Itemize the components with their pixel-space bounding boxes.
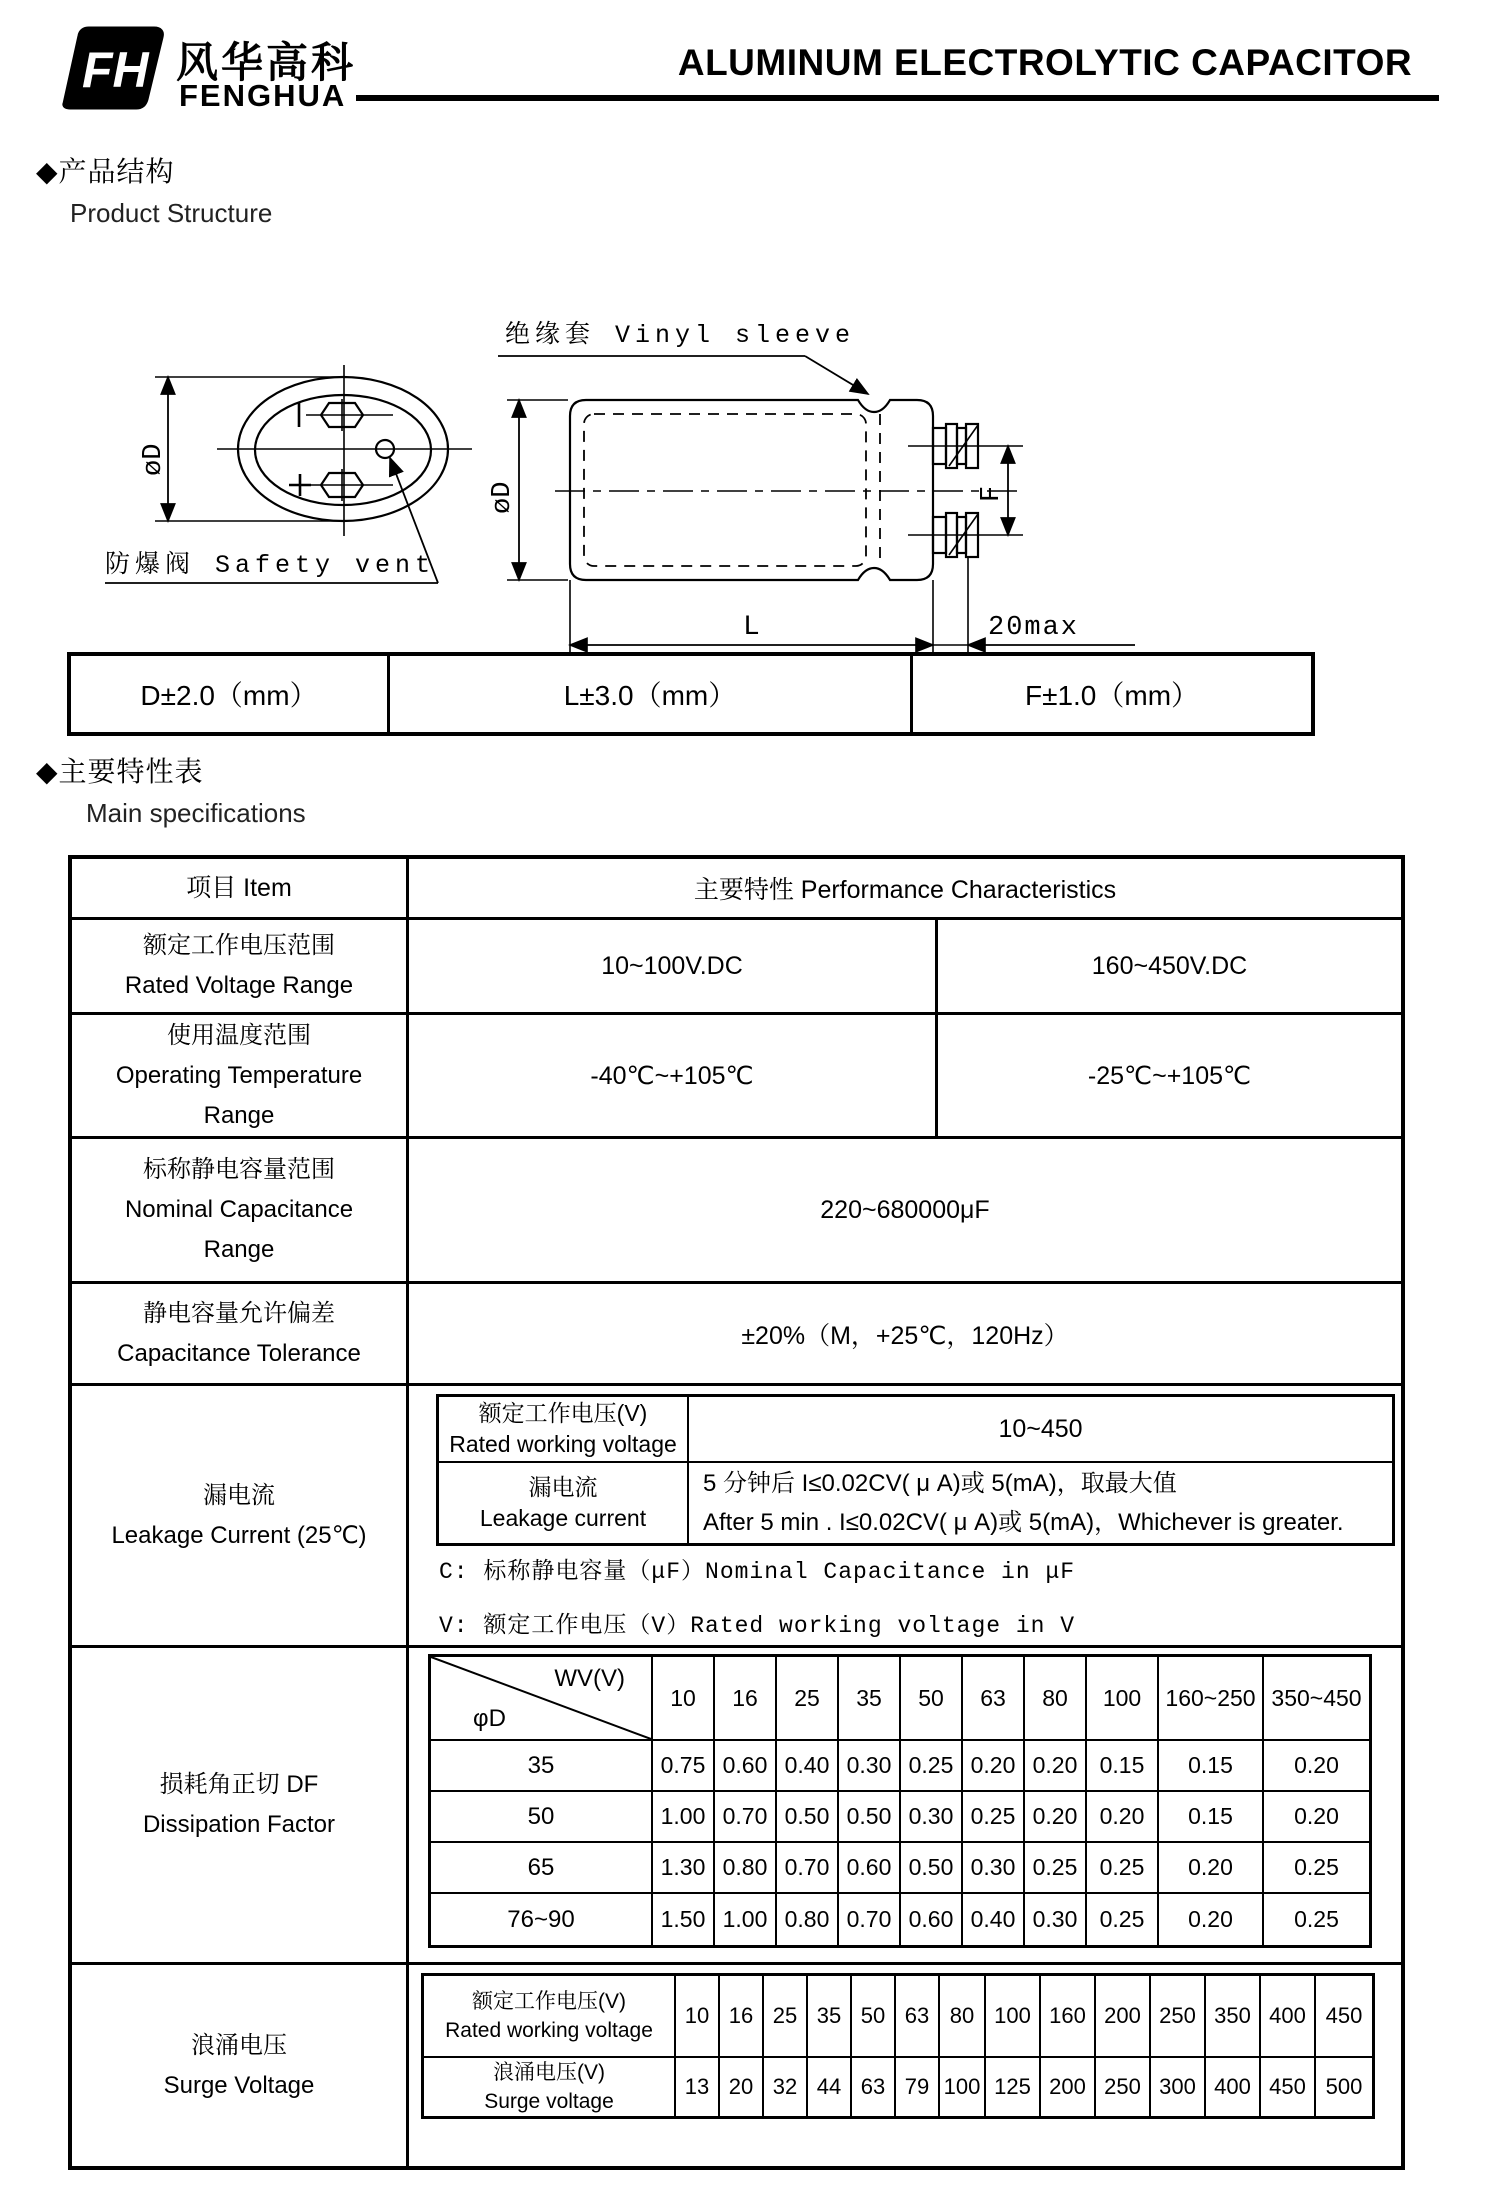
df-values (653, 1741, 1369, 1790)
df-value: 1.00 (653, 1792, 715, 1841)
df-value: 0.20 (1025, 1741, 1087, 1790)
df-value: 0.75 (653, 1741, 715, 1790)
section-product-structure-cn: ◆产品结构 (36, 156, 175, 187)
surge-rated-value: 16 (720, 1976, 764, 2056)
brand-name-en: FENGHUA (179, 78, 347, 113)
df-data-row (431, 1792, 1369, 1843)
row-label (72, 1386, 409, 1645)
table-row-header (72, 859, 1401, 920)
label-en: Range (203, 1236, 275, 1263)
df-value: 0.20 (1087, 1792, 1159, 1841)
label-en: Leakage current (479, 1505, 647, 1531)
df-data-row (431, 1843, 1369, 1894)
df-value: 0.25 (1087, 1894, 1159, 1945)
df-value: 0.80 (715, 1843, 777, 1892)
df-value: 0.25 (1025, 1843, 1087, 1892)
leakage-note-c: C: 标称静电容量（μF）Nominal Capacitance in μF (439, 1559, 1076, 1585)
section-product-structure-en: Product Structure (70, 198, 273, 228)
row-label (72, 1015, 409, 1136)
df-col-header: 25 (777, 1657, 839, 1739)
surge-rated-value: 25 (764, 1976, 808, 2056)
df-value: 0.20 (1025, 1792, 1087, 1841)
rated-voltage-high: 160~450V.DC (1091, 951, 1248, 980)
diameter-label-top-view: øD (139, 443, 169, 476)
surge-voltage-value: 13 (676, 2058, 720, 2116)
surge-voltage-value: 400 (1206, 2058, 1261, 2116)
diameter-label-side-view: øD (488, 481, 518, 514)
surge-rated-values (676, 1976, 1372, 2056)
df-value: 0.20 (1294, 1803, 1339, 1829)
surge-rated-value: 35 (808, 1976, 852, 2056)
main-spec-table (68, 855, 1405, 2170)
df-corner-wv: WV(V) (554, 1665, 625, 1692)
df-value: 0.30 (901, 1792, 963, 1841)
section-main-spec-en: Main specifications (86, 798, 306, 828)
df-values (653, 1792, 1369, 1841)
col-header-characteristics: 主要特性 Performance Characteristics (693, 876, 1117, 904)
df-data-row (431, 1894, 1369, 1945)
row-label (72, 1284, 409, 1383)
length-label: L (743, 612, 760, 643)
surge-voltage-values (676, 2058, 1372, 2116)
df-values (653, 1894, 1369, 1945)
label-cn: 使用温度范围 (167, 1021, 311, 1049)
df-header-row (431, 1657, 1369, 1741)
df-row-label: 35 (431, 1741, 653, 1790)
row-label (72, 1965, 409, 2166)
brand-name-cn: 风华高科 (176, 39, 357, 86)
df-value: 0.20 (1159, 1843, 1264, 1892)
label-en: Dissipation Factor (142, 1811, 336, 1838)
table-row-leakage-current (72, 1386, 1401, 1648)
table-row-surge-voltage (72, 1965, 1401, 2166)
df-value: 0.50 (839, 1792, 901, 1841)
label-en: Leakage Current (25℃) (111, 1521, 367, 1549)
df-value: 0.40 (963, 1894, 1025, 1945)
df-col-header: 100 (1087, 1657, 1159, 1739)
df-value: 1.50 (653, 1894, 715, 1945)
row-label (72, 1139, 409, 1281)
leakage-current-row (439, 1463, 1392, 1543)
dimension-tolerance-table (67, 652, 1315, 736)
label-en: Surge Voltage (163, 2071, 315, 2099)
df-value: 0.15 (1159, 1792, 1264, 1841)
leakage-formula (689, 1463, 1392, 1543)
label-cn: 浪涌电压 (191, 2031, 287, 2059)
df-data-row (431, 1741, 1369, 1792)
df-value: 1.30 (653, 1843, 715, 1892)
df-value: 0.15 (1087, 1741, 1159, 1790)
df-col-headers (653, 1657, 1369, 1739)
leakage-note-v: V: 额定工作电压（V）Rated working voltage in V (439, 1613, 1076, 1639)
page-title: ALUMINUM ELECTROLYTIC CAPACITOR (677, 42, 1413, 83)
surge-rated-value: 250 (1151, 1976, 1206, 2056)
label-en: Range (203, 1101, 275, 1129)
vinyl-sleeve-label: 绝缘套 Vinyl sleeve (505, 321, 856, 350)
surge-voltage-value: 125 (986, 2058, 1041, 2116)
surge-rated-value: 450 (1325, 2003, 1363, 2028)
label-cn: 漏电流 (528, 1474, 598, 1500)
leakage-sub-table (436, 1394, 1395, 1546)
df-value: 0.70 (777, 1843, 839, 1892)
df-diagonal-corner-cell (431, 1657, 653, 1739)
leakage-wv-value: 10~450 (998, 1414, 1083, 1443)
surge-rated-value: 200 (1096, 1976, 1151, 2056)
safety-vent-label: 防爆阀 Safety vent (105, 551, 436, 580)
surge-rated-value: 10 (676, 1976, 720, 2056)
table-row-nominal-capacitance (72, 1139, 1401, 1284)
df-row-label: 76~90 (431, 1894, 653, 1945)
surge-rated-value: 100 (986, 1976, 1041, 2056)
surge-rated-value: 350 (1206, 1976, 1261, 2056)
surge-rated-value: 400 (1261, 1976, 1316, 2056)
surge-voltage-value: 79 (896, 2058, 940, 2116)
formula-en: After 5 min . I≤0.02CV( μ A)或 5(mA)，Whichever is greater. (703, 1509, 1344, 1536)
label-cn: 额定工作电压范围 (143, 932, 335, 959)
surge-voltage-sub-table (421, 1973, 1375, 2119)
df-values (653, 1843, 1369, 1892)
df-col-header: 35 (839, 1657, 901, 1739)
surge-rated-value: 80 (940, 1976, 986, 2056)
surge-voltage-value: 20 (720, 2058, 764, 2116)
surge-voltage-value: 450 (1261, 2058, 1316, 2116)
capacitance-tolerance-value: ±20%（M，+25℃，120Hz） (741, 1321, 1069, 1350)
df-value: 0.25 (1294, 1906, 1339, 1932)
surge-voltage-value: 100 (940, 2058, 986, 2116)
table-row-rated-voltage (72, 920, 1401, 1015)
label-cn: 标称静电容量范围 (143, 1156, 335, 1183)
surge-rated-value: 50 (852, 1976, 896, 2056)
df-value: 0.25 (963, 1792, 1025, 1841)
section-main-spec-cn: ◆主要特性表 (36, 756, 204, 787)
df-row-label: 65 (431, 1843, 653, 1892)
df-value: 0.20 (1159, 1894, 1264, 1945)
df-value: 0.30 (839, 1741, 901, 1790)
formula-cn: 5 分钟后 I≤0.02CV( μ A)或 5(mA)，取最大值 (703, 1470, 1177, 1497)
nominal-capacitance-value: 220~680000μF (820, 1195, 990, 1224)
label-cn: 额定工作电压(V) (478, 1400, 648, 1426)
sub-row-label (439, 1463, 689, 1543)
df-col-header: 160~250 (1159, 1657, 1264, 1739)
terminal-max-label: 20max (988, 613, 1080, 643)
df-value: 0.80 (777, 1894, 839, 1945)
header-rule (356, 95, 1439, 101)
col-header-item: 项目 Item (72, 859, 409, 917)
df-row-label: 50 (431, 1792, 653, 1841)
vinyl-sleeve-dashed (584, 414, 866, 566)
row-label (72, 1648, 409, 1962)
label-cn: 漏电流 (203, 1481, 275, 1509)
lead-spacing-label: F (977, 485, 1007, 502)
negative-terminal (299, 399, 393, 431)
df-value: 0.60 (901, 1894, 963, 1945)
surge-rated-value: 63 (896, 1976, 940, 2056)
df-col-header: 63 (963, 1657, 1025, 1739)
surge-value-row (424, 2058, 1372, 2116)
surge-voltage-value: 500 (1325, 2074, 1363, 2099)
sub-row-label (439, 1397, 689, 1461)
label-en: Nominal Capacitance (124, 1196, 354, 1223)
surge-rated-row (424, 1976, 1372, 2058)
tolerance-cell: L±3.0（mm） (390, 656, 913, 732)
df-value: 0.25 (901, 1741, 963, 1790)
df-value: 0.60 (839, 1843, 901, 1892)
surge-voltage-value: 250 (1096, 2058, 1151, 2116)
side-view (498, 356, 1135, 653)
label-en: Surge voltage (484, 2090, 614, 2113)
df-value: 1.00 (715, 1894, 777, 1945)
capacitor-body (570, 400, 933, 580)
df-col-header: 80 (1025, 1657, 1087, 1739)
surge-voltage-value: 44 (808, 2058, 852, 2116)
df-value: 0.40 (777, 1741, 839, 1790)
df-value: 0.70 (715, 1792, 777, 1841)
surge-voltage-value: 63 (852, 2058, 896, 2116)
leakage-wv-row (439, 1397, 1392, 1463)
operating-temp-low: -40℃~+105℃ (409, 1015, 938, 1136)
label-en: Rated working voltage (445, 2019, 653, 2042)
positive-terminal (289, 469, 393, 501)
surge-voltage-value: 32 (764, 2058, 808, 2116)
sub-row-label (424, 2058, 676, 2116)
df-corner-phid: φD (473, 1705, 506, 1732)
table-row-capacitance-tolerance (72, 1284, 1401, 1386)
df-col-header: 50 (901, 1657, 963, 1739)
df-value: 0.50 (777, 1792, 839, 1841)
label-cn: 损耗角正切 DF (159, 1771, 319, 1798)
table-row-operating-temp (72, 1015, 1401, 1139)
tolerance-cell: F±1.0（mm） (1024, 680, 1200, 711)
sub-row-label (424, 1976, 676, 2056)
df-col-header: 10 (653, 1657, 715, 1739)
label-en: Rated working voltage (449, 1431, 677, 1457)
df-col-header: 16 (715, 1657, 777, 1739)
df-col-header: 350~450 (1271, 1684, 1362, 1711)
tolerance-cell: D±2.0（mm） (71, 656, 390, 732)
df-value: 0.30 (1025, 1894, 1087, 1945)
df-value: 0.70 (839, 1894, 901, 1945)
surge-voltage-value: 200 (1041, 2058, 1096, 2116)
capacitor-technical-drawing (60, 262, 1220, 657)
df-value: 0.30 (963, 1843, 1025, 1892)
df-value: 0.25 (1294, 1854, 1339, 1880)
df-value: 0.15 (1159, 1741, 1264, 1790)
surge-voltage-value: 300 (1151, 2058, 1206, 2116)
label-en: Rated Voltage Range (124, 972, 354, 999)
df-value: 0.50 (901, 1843, 963, 1892)
row-label (72, 920, 409, 1012)
label-cn: 浪涌电压(V) (493, 2061, 605, 2084)
surge-rated-value: 160 (1041, 1976, 1096, 2056)
label-en: Capacitance Tolerance (117, 1339, 361, 1367)
operating-temp-high: -25℃~+105℃ (1087, 1061, 1252, 1090)
label-en: Operating Temperature (115, 1061, 363, 1089)
df-value: 0.25 (1087, 1843, 1159, 1892)
table-row-dissipation-factor (72, 1648, 1401, 1965)
dissipation-factor-sub-table (428, 1654, 1372, 1948)
df-value: 0.20 (1294, 1752, 1339, 1778)
registered-mark: ® (147, 26, 160, 45)
rated-voltage-low: 10~100V.DC (409, 920, 938, 1012)
df-value: 0.20 (963, 1741, 1025, 1790)
label-cn: 静电容量允许偏差 (143, 1299, 335, 1327)
logo-monogram: FH (82, 42, 149, 98)
label-cn: 额定工作电压(V) (472, 1990, 626, 2013)
df-value: 0.60 (715, 1741, 777, 1790)
